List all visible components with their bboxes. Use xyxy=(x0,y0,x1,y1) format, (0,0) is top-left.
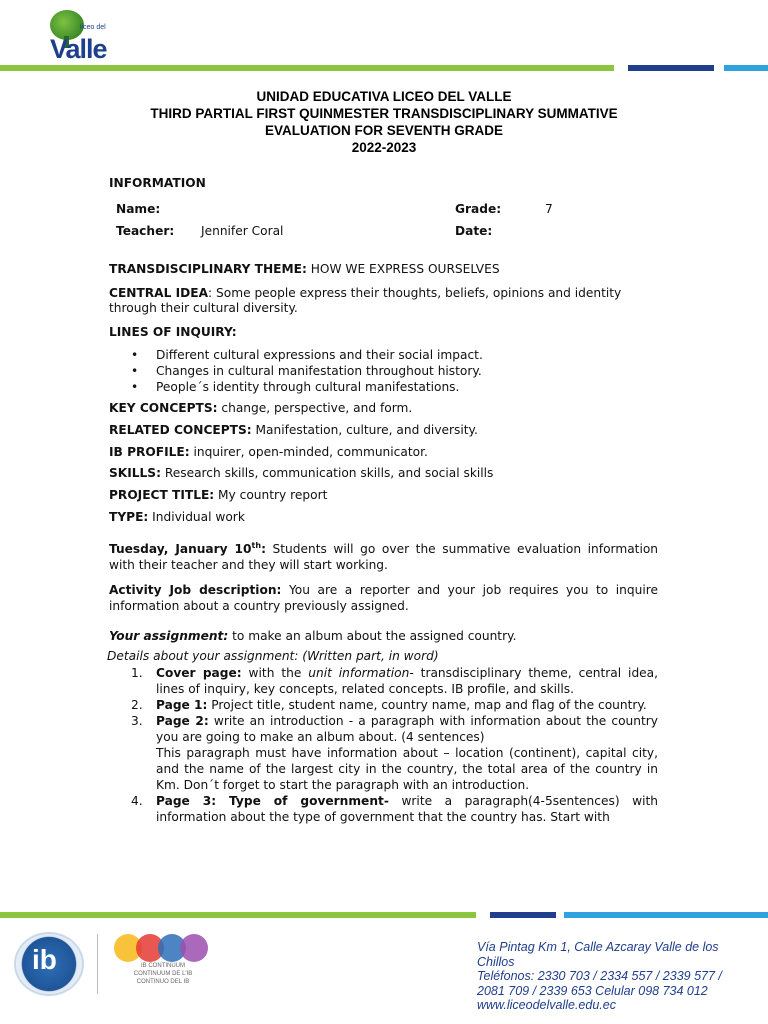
central-idea-label: CENTRAL IDEA xyxy=(109,285,209,300)
title-line-1: UNIDAD EDUCATIVA LICEO DEL VALLE xyxy=(256,89,512,104)
list-item xyxy=(131,793,658,825)
type-label: TYPE: xyxy=(109,509,149,524)
list-item xyxy=(131,665,658,697)
item-label: Page 3: Type of government- xyxy=(156,793,389,808)
list-item xyxy=(131,713,658,793)
title-line-3: EVALUATION FOR SEVENTH GRADE xyxy=(264,123,503,138)
phone-line: 2081 709 / 2339 653 Celular 098 734 012 xyxy=(477,983,708,998)
project-title-value: My country report xyxy=(214,488,328,503)
item-text: write a paragraph(4-5sentences) with information about the type of government that the country has. Start with xyxy=(156,793,658,824)
assignment-paragraph xyxy=(109,629,658,645)
assignment-value: to make an album about the assigned country. xyxy=(228,629,517,644)
teacher-value: Jennifer Coral xyxy=(201,223,284,238)
logo-small-text: liceo del xyxy=(80,24,106,31)
information-heading: INFORMATION xyxy=(109,176,206,190)
header-sky-bar xyxy=(724,65,768,71)
item-number: 4. xyxy=(131,793,143,808)
footer-navy-bar xyxy=(490,912,556,918)
footer-logos xyxy=(14,928,214,998)
list-item: • People´s identity through cultural manifestations. xyxy=(131,379,658,395)
document-title xyxy=(100,88,668,156)
item-italic: unit information xyxy=(308,665,410,680)
activity-paragraph xyxy=(109,583,658,615)
item-label: Cover page: xyxy=(156,665,242,680)
tuesday-value: Students will go over the summative evaluation information with their teacher and they will start working. xyxy=(109,541,659,572)
project-title-label: PROJECT TITLE: xyxy=(109,488,215,503)
teacher-label: Teacher: xyxy=(116,223,175,238)
item-label: Page 1: xyxy=(156,697,208,712)
grade-label: Grade: xyxy=(455,201,502,216)
theme-label: TRANSDISCIPLINARY THEME: xyxy=(109,261,307,276)
name-label: Name: xyxy=(116,201,161,216)
ib-continuum-line: CONTINUUM DE L'IB xyxy=(133,971,193,977)
theme-line xyxy=(109,262,658,278)
item-text: Project title, student name, country name, map and flag of the country. xyxy=(207,697,647,712)
school-logo xyxy=(44,10,122,64)
tuesday-label: Tuesday, January 10 xyxy=(109,541,252,556)
item-text: This paragraph must have information about – location (continent), capital city, and the name of the largest city in the country, the total area of the country in Km. Don´t forget to start the paragraph with an introduction. xyxy=(156,745,658,792)
item-number: 3. xyxy=(131,713,143,728)
key-concepts-value: change, perspective, and form. xyxy=(217,400,413,415)
type xyxy=(109,510,658,526)
item-text: - transdisciplinary theme, central idea, lines of inquiry, key concepts, related concepts. IB profile, and skills. xyxy=(156,665,659,696)
related-concepts-value: Manifestation, culture, and diversity. xyxy=(251,422,478,437)
ib-continuum-line: IB CONTINUUM xyxy=(141,963,185,969)
item-number: 1. xyxy=(131,665,143,680)
continuum-dot-purple xyxy=(180,934,208,962)
logo-main-text: Valle xyxy=(50,34,107,64)
skills-label: SKILLS: xyxy=(109,466,161,481)
information-table xyxy=(116,202,658,240)
theme-value: HOW WE EXPRESS OURSELVES xyxy=(310,261,500,276)
pages-list xyxy=(131,665,658,825)
ib-continuum-text xyxy=(118,962,208,986)
central-idea xyxy=(109,286,658,318)
address-line: Vía Pintag Km 1, Calle Azcaray Valle de los Chillos xyxy=(477,940,719,969)
related-concepts xyxy=(109,423,658,439)
date-label: Date: xyxy=(455,223,493,238)
item-text: write an introduction - a paragraph with information about the country you are going to make an album about. (4 sentences) xyxy=(156,713,658,744)
ib-profile-label: IB PROFILE: xyxy=(109,444,190,459)
central-idea-value: : Some people express their thoughts, beliefs, opinions and identity through their cultural diversity. xyxy=(109,285,622,316)
activity-value: You are a reporter and your job requires you to inquire information about a country previously assigned. xyxy=(109,583,658,614)
name-value xyxy=(201,202,455,218)
related-concepts-label: RELATED CONCEPTS: xyxy=(109,422,252,437)
lines-of-inquiry-label: LINES OF INQUIRY: xyxy=(109,325,237,340)
ib-profile-value: inquirer, open-minded, communicator. xyxy=(189,444,428,459)
header-green-bar xyxy=(0,65,614,71)
footer-divider xyxy=(97,934,98,994)
ib-profile xyxy=(109,445,658,461)
type-value: Individual work xyxy=(148,509,245,524)
item-label: Page 2: xyxy=(156,713,209,728)
ib-continuum-logo xyxy=(114,934,210,962)
title-line-2: THIRD PARTIAL FIRST QUINMESTER TRANSDISCIPLINARY SUMMATIVE xyxy=(150,106,618,121)
key-concepts-label: KEY CONCEPTS: xyxy=(109,400,218,415)
header-navy-bar xyxy=(628,65,714,71)
document-body xyxy=(109,176,658,825)
item-text: with the xyxy=(241,665,309,680)
footer-green-bar xyxy=(0,912,476,918)
ib-continuum-line: CONTINUO DEL IB xyxy=(136,979,190,985)
phone-line: Teléfonos: 2330 703 / 2334 557 / 2339 577 / xyxy=(477,969,722,983)
skills-value: Research skills, communication skills, and social skills xyxy=(160,466,494,481)
tuesday-label-end: : xyxy=(261,541,266,556)
grade-value: 7 xyxy=(545,201,553,216)
tuesday-paragraph xyxy=(109,538,658,574)
date-value xyxy=(545,224,665,240)
details-line: Details about your assignment: (Written part, in word) xyxy=(107,648,439,663)
item-number: 2. xyxy=(131,697,143,712)
footer-sky-bar xyxy=(564,912,768,918)
skills xyxy=(109,466,658,482)
lines-of-inquiry-list xyxy=(131,347,658,395)
key-concepts xyxy=(109,401,658,417)
list-item: • Different cultural expressions and their social impact. xyxy=(131,347,658,363)
project-title xyxy=(109,488,658,504)
list-item: • Changes in cultural manifestation throughout history. xyxy=(131,363,658,379)
assignment-label: Your assignment: xyxy=(109,629,229,644)
tuesday-sup: th xyxy=(251,540,262,550)
activity-label: Activity Job description: xyxy=(109,583,282,598)
ib-logo-text: ib xyxy=(32,944,57,975)
website-link[interactable]: www.liceodelvalle.edu.ec xyxy=(477,998,616,1012)
title-line-4: 2022-2023 xyxy=(351,140,417,155)
list-item xyxy=(131,697,658,713)
school-address xyxy=(477,940,757,1013)
